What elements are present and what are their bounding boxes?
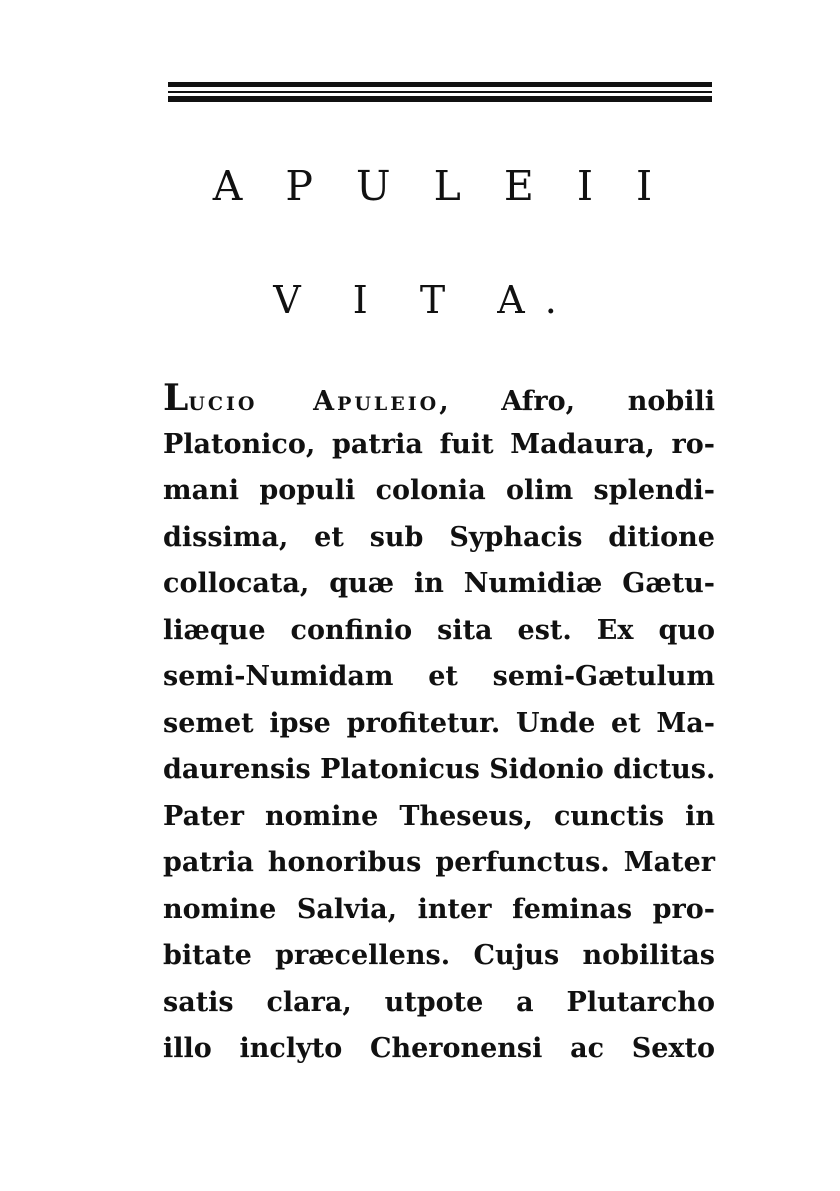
body-line: liæque confinio sita est. Ex quo [163, 614, 715, 646]
body-line: patria honoribus perfunctus. Mater [163, 847, 715, 878]
body-line: illo inclyto Cheronensi ac Sexto [163, 1033, 715, 1064]
body-line: Platonico, patria fuit Madaura, ro- [163, 428, 715, 460]
body-line: semet ipse profitetur. Unde et Ma- [163, 707, 715, 739]
body-line: dissima, et sub Syphacis ditione [163, 521, 715, 553]
opening-line-rest: , Afro, nobili [439, 386, 715, 417]
body-line: Pater nomine Theseus, cunctis in [163, 800, 715, 832]
body-line: daurensis Platonicus Sidonio dictus. [163, 754, 716, 785]
body-paragraph [163, 375, 715, 1073]
author-name-smallcaps: ucio Apuleio [188, 386, 440, 417]
body-line: satis clara, utpote a Plutarcho [163, 986, 715, 1018]
header-double-rule [168, 82, 712, 104]
body-line: mani populi colonia olim splendi- [163, 475, 715, 506]
initial-letter: L [163, 377, 189, 419]
body-line: collocata, quæ in Numidiæ Gætu- [163, 568, 715, 599]
body-line: nomine Salvia, inter feminas pro- [163, 893, 715, 925]
body-line-opening [163, 375, 715, 422]
body-line: bitate præcellens. Cujus nobilitas [163, 940, 715, 971]
page-title: A P U L E I I [212, 162, 668, 210]
page-subtitle: V I T A. [273, 278, 577, 322]
body-line: semi-Numidam et semi-Gætulum [163, 661, 715, 692]
ornamental-rule-icon [168, 82, 712, 104]
